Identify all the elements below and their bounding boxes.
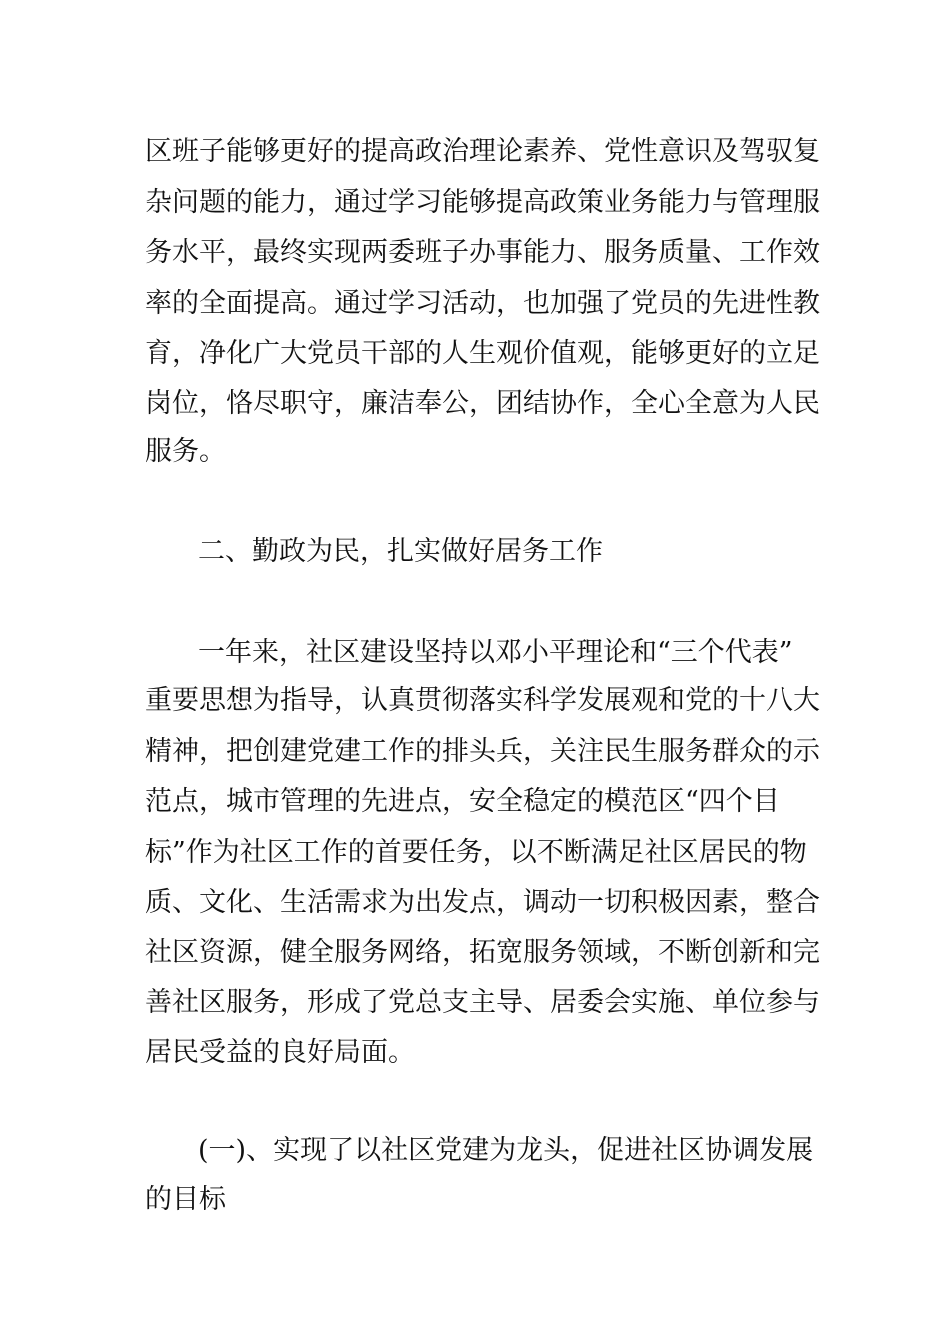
text-line: 标”作为社区工作的首要任务，以不断满足社区居民的物	[145, 837, 807, 868]
text-line: 服务。	[145, 436, 226, 467]
text-line: 精神，把创建党建工作的排头兵，关注民生服务群众的示	[145, 736, 820, 767]
text-line: 重要思想为指导，认真贯彻落实科学发展观和党的十八大	[145, 685, 820, 716]
text-line: 杂问题的能力，通过学习能够提高政策业务能力与管理服	[145, 187, 820, 218]
text-line: 务水平，最终实现两委班子办事能力、服务质量、工作效	[145, 237, 820, 268]
text-line: 岗位，恪尽职守，廉洁奉公，团结协作，全心全意为人民	[145, 388, 820, 419]
text-line: 一年来，社区建设坚持以邓小平理论和“三个代表”	[198, 637, 793, 668]
text-line: 居民受益的良好局面。	[145, 1037, 415, 1068]
text-line: 善社区服务，形成了党总支主导、居委会实施、单位参与	[145, 987, 820, 1018]
text-line: 范点，城市管理的先进点，安全稳定的模范区“四个目	[145, 786, 780, 817]
text-line: 区班子能够更好的提高政治理论素养、党性意识及驾驭复	[145, 136, 820, 167]
text-line: 育，净化广大党员干部的人生观价值观，能够更好的立足	[145, 338, 820, 369]
text-line: 质、文化、生活需求为出发点，调动一切积极因素，整合	[145, 887, 820, 918]
text-line: (一)、实现了以社区党建为龙头，促进社区协调发展	[198, 1135, 814, 1166]
text-line: 的目标	[145, 1184, 226, 1215]
text-line: 社区资源，健全服务网络，拓宽服务领域，不断创新和完	[145, 937, 820, 968]
section-heading: 二、勤政为民，扎实做好居务工作	[198, 536, 603, 567]
text-line: 率的全面提高。通过学习活动，也加强了党员的先进性教	[145, 288, 820, 319]
